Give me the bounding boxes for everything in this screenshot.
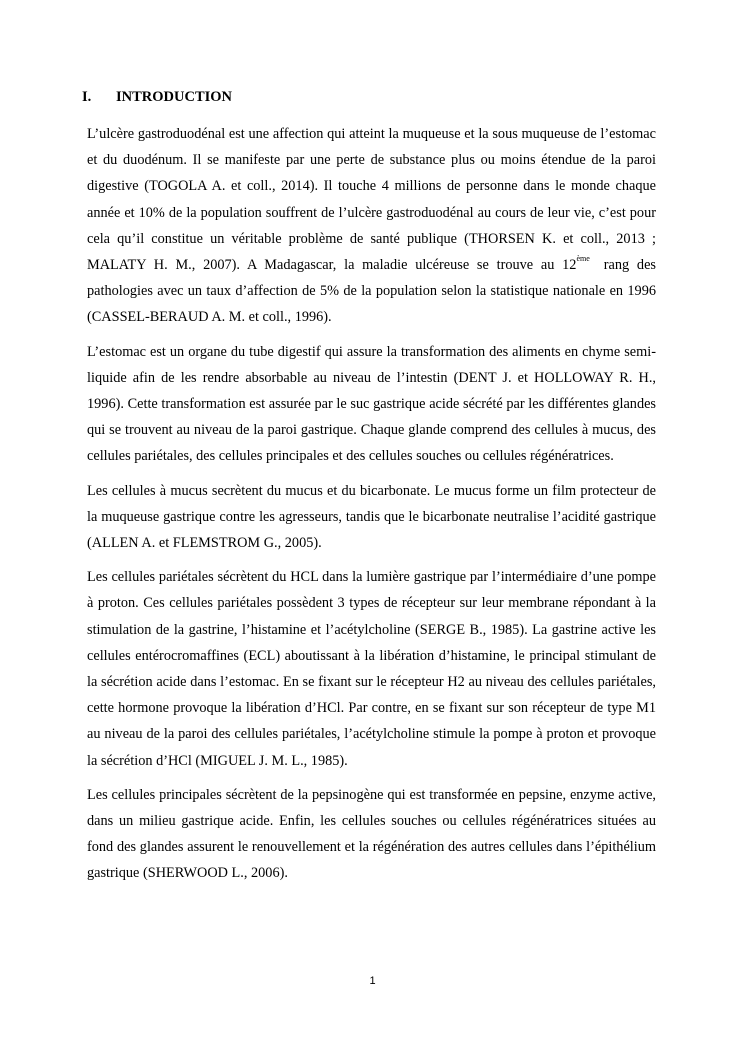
paragraph-stomach: L’estomac est un organe du tube digestif qui assure la transformation des aliments en chyme semi-liquide afin de les rendre absorbable au niveau de l’intestin (DENT J. et HOLLOWAY R. H., 1996). Cette transformation est assurée par le suc gastrique acide sécrété par les différentes glandes qui se trouvent au niveau de la paroi gastrique. Chaque glande comprend des cellules à mucus, des cellules pariétales, des cellules principales et des cellules souches ou cellules régénératrices. [87,343,656,465]
section-title: INTRODUCTION [116,89,233,105]
section-heading [82,88,232,106]
document-body [87,121,656,895]
section-number: I. [82,89,92,105]
paragraph-ulcer-intro [87,121,656,331]
paragraph-chief-cells: Les cellules principales sécrètent de la pepsinogène qui est transformée en pepsine, enzyme active, dans un milieu gastrique acide. Enfin, les cellules souches ou cellules régénératrices situées au fond des glandes assurent le renouvellement et la régénération des autres cellules dans l’épithélium gastrique (SHERWOOD L., 2006). [87,786,656,882]
paragraph-text: L’ulcère gastroduodénal est une affection qui atteint la muqueuse et la sous muqueuse de l’estomac et du duodénum. Il se manifeste par une perte de substance plus ou moins étendue de la paroi digestive (TOGOLA A. et coll., 2014). Il touche 4 millions de personne dans le monde chaque année et 10% de la population souffrent de l’ulcère gastroduodénal au cours de leur vie, c’est pour cela qu’il constitue un véritable problème de santé publique (THORSEN K. et coll., 2013 ; MALATY H. M., 2007). A Madagascar, la maladie ulcéreuse se trouve au 12 [87,126,656,274]
paragraph-parietal-cells: Les cellules pariétales sécrètent du HCL dans la lumière gastrique par l’intermédiaire d’une pompe à proton. Ces cellules pariétales possèdent 3 types de récepteur sur leur membrane répondant à la stimulation de la gastrine, l’histamine et l’acétylcholine (SERGE B., 1985). La gastrine active les cellules entérocromaffines (ECL) aboutissant à la libération d’histamine, le principal stimulant de la sécrétion acide dans l’estomac. En se fixant sur le récepteur H2 au niveau des cellules pariétales, cette hormone provoque la libération d’HCl. Par contre, en se fixant sur son récepteur de type M1 au niveau de la paroi des cellules pariétales, l’acétylcholine stimule la pompe à proton et provoque la sécrétion d’HCl (MIGUEL J. M. L., 1985). [87,569,656,769]
page-number: 1 [369,975,376,987]
superscript: ème [576,254,590,264]
paragraph-mucus-cells: Les cellules à mucus secrètent du mucus et du bicarbonate. Le mucus forme un film protecteur de la muqueuse gastrique contre les agresseurs, tandis que le bicarbonate neutralise l’acidité gastrique (ALLEN A. et FLEMSTROM G., 2005). [87,482,656,552]
paragraph-text: rang des pathologies avec un taux d’affection de 5% de la population selon la statistique nationale en 1996 (CASSEL-BERAUD A. M. et coll., 1996). [87,257,656,326]
